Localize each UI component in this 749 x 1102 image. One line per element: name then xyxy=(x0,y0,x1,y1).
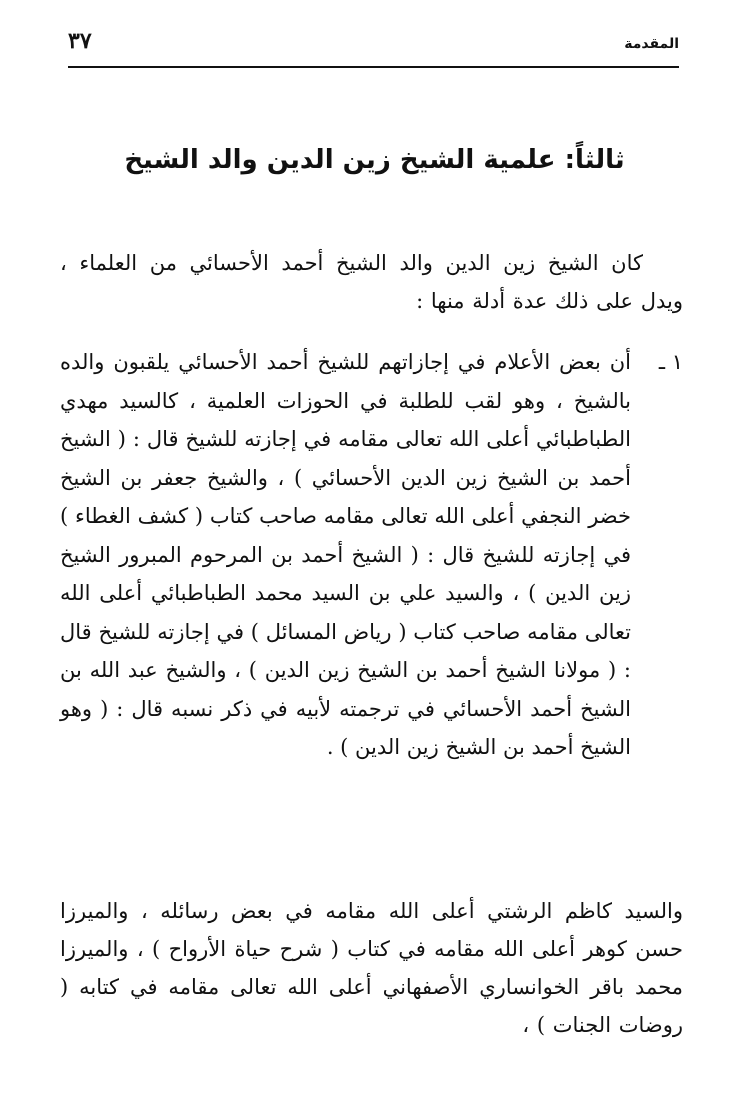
page-header xyxy=(68,26,679,68)
list-item-marker: ١ ـ xyxy=(658,350,683,374)
page-number: ٣٧ xyxy=(68,28,92,54)
running-title: المقدمة xyxy=(624,36,679,52)
list-item-text: أن بعض الأعلام في إجازاتهم للشيخ أحمد الأحسائي يلقبون والده بالشيخ ، وهو لقب للطلبة في الحوزات العلمية ، كالسيد مهدي الطباطبائي أعلى الله تعالى مقامه في إجازته للشيخ قال : ( الشيخ أحمد بن الشيخ زين الدين الأحسائي ) ، والشيخ جعفر بن الشيخ خضر النجفي أعلى الله تعالى مقامه صاحب كتاب ( كشف الغطاء ) في إجازته للشيخ قال : ( الشيخ أحمد بن المرحوم المبرور الشيخ زين الدين ) ، والسيد علي بن السيد محمد الطباطبائي أعلى الله تعالى مقامه صاحب كتاب ( رياض المسائل ) في إجازته للشيخ قال : ( مولانا الشيخ أحمد بن الشيخ زين الدين ) ، والشيخ عبد الله بن الشيخ أحمد الأحسائي في ترجمته لأبيه في ذكر نسبه قال : ( وهو الشيخ أحمد بن الشيخ زين الدين ) . xyxy=(60,350,631,759)
chapter-title: ثالثاً: علمية الشيخ زين الدين والد الشيخ xyxy=(124,145,625,175)
continuation-paragraph: والسيد كاظم الرشتي أعلى الله مقامه في بعض رسائله ، والميرزا حسن كوهر أعلى الله مقامه في كتاب ( شرح حياة الأرواح ) ، والميرزا محمد باقر الخوانساري الأصفهاني أعلى الله تعالى مقامه في كتابه ( روضات الجنات ) ، xyxy=(60,899,683,1037)
list-item xyxy=(60,343,683,767)
intro-paragraph: كان الشيخ زين الدين والد الشيخ أحمد الأحسائي من العلماء ، ويدل على ذلك عدة أدلة منها : xyxy=(60,251,683,313)
